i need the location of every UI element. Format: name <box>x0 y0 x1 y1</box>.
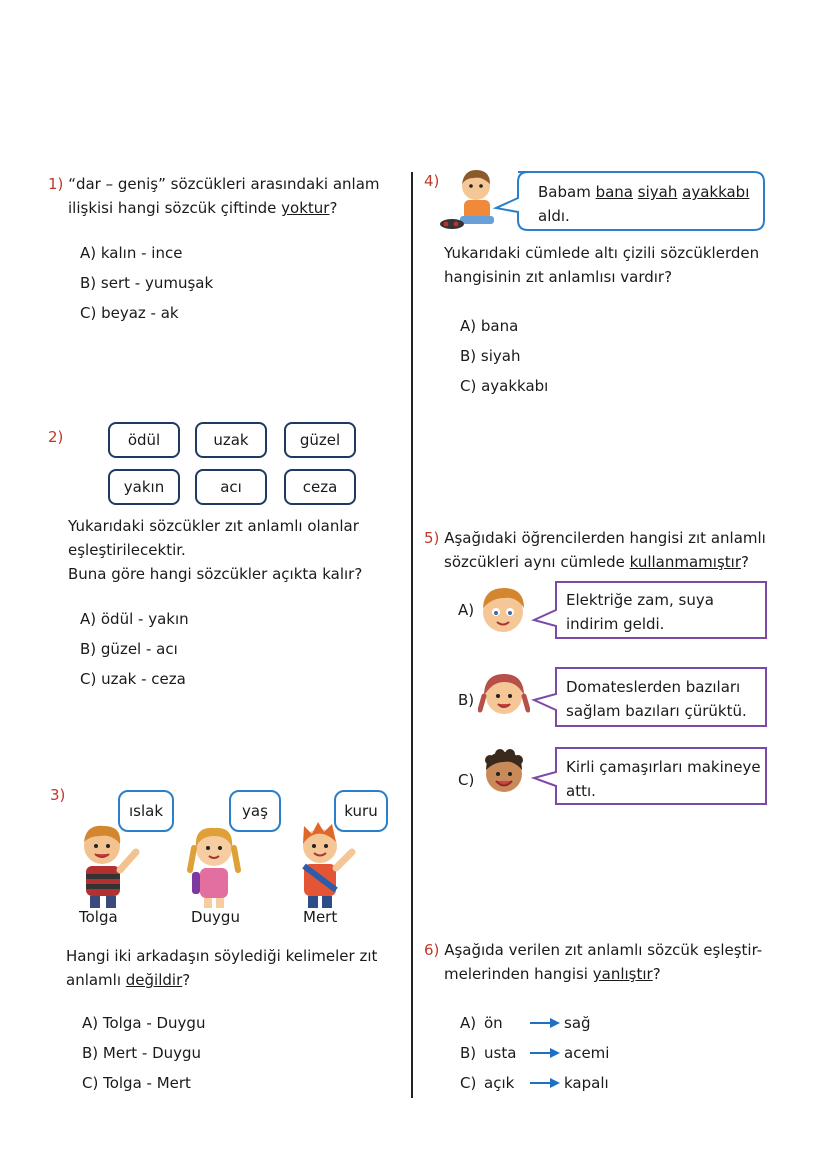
pair-right-word: acemi <box>564 1044 610 1062</box>
speech-text: Elektriğe zam, suya <box>566 591 714 609</box>
curly-boy-face-icon <box>478 746 530 796</box>
boy-mert-icon <box>290 822 362 910</box>
word-box: acı <box>195 469 267 505</box>
speech-text: Kirli çamaşırları makineye <box>566 758 761 776</box>
column-divider <box>411 172 413 1098</box>
pair-left-word: usta <box>484 1044 517 1062</box>
question-number: 3) <box>50 786 66 804</box>
question-number: 2) <box>48 428 64 446</box>
name-label: Mert <box>303 908 338 926</box>
speech-bubble: kuru <box>334 790 388 832</box>
arrow-right-icon <box>530 1017 560 1029</box>
speech-bubble: ıslak <box>118 790 174 832</box>
speech-text: indirim geldi. <box>566 615 665 633</box>
arrow-right-icon <box>530 1077 560 1089</box>
arrow-right-icon <box>530 1047 560 1059</box>
question-5-line-2: sözcükleri aynı cümlede kullanmamıştır? <box>444 553 749 571</box>
question-number: 6) <box>424 941 440 959</box>
question-3-line-2: anlamlı değildir? <box>66 971 191 989</box>
option-a[interactable]: A) Tolga - Duygu <box>82 1014 206 1032</box>
boy-tolga-icon <box>66 822 146 910</box>
question-number: 1) <box>48 175 64 193</box>
pair-right-word: sağ <box>564 1014 591 1032</box>
question-4-line-2: hangisinin zıt anlamlısı vardır? <box>444 268 673 286</box>
pair-left-word: açık <box>484 1074 515 1092</box>
speech-bubble: yaş <box>229 790 281 832</box>
word-box: uzak <box>195 422 267 458</box>
speech-text: Domateslerden bazıları <box>566 678 741 696</box>
option-a[interactable]: A) bana <box>460 317 519 335</box>
word-box: ödül <box>108 422 180 458</box>
pair-right-word: kapalı <box>564 1074 609 1092</box>
question-number: 4) <box>424 172 440 190</box>
question-number: 5) <box>424 529 440 547</box>
question-3-line-1: Hangi iki arkadaşın söylediği kelimeler zıt <box>66 947 378 965</box>
option-b[interactable]: B) <box>460 1044 477 1062</box>
word-box: ceza <box>284 469 356 505</box>
option-b[interactable]: B) <box>458 691 475 709</box>
option-c[interactable]: C) Tolga - Mert <box>82 1074 191 1092</box>
option-a[interactable]: A) ödül - yakın <box>80 610 189 628</box>
option-c[interactable]: C) uzak - ceza <box>80 670 186 688</box>
bubble-sentence-line-2: aldı. <box>538 207 570 225</box>
question-2-text: Yukarıdaki sözcükler zıt anlamlı olanlar <box>68 517 359 535</box>
pair-left-word: ön <box>484 1014 503 1032</box>
option-a[interactable]: A) <box>458 601 475 619</box>
option-a[interactable]: A) kalın - ince <box>80 244 183 262</box>
word-box: güzel <box>284 422 356 458</box>
speech-text: sağlam bazıları çürüktü. <box>566 702 747 720</box>
option-c[interactable]: C) ayakkabı <box>460 377 549 395</box>
girl-duygu-icon <box>184 822 244 910</box>
question-5-line-1: 5) Aşağıdaki öğrencilerden hangisi zıt anlamlı <box>424 529 766 547</box>
question-6-line-1: 6) Aşağıda verilen zıt anlamlı sözcük eşleştir- <box>424 941 763 959</box>
name-label: Tolga <box>79 908 118 926</box>
bubble-sentence: Babam bana siyah ayakkabı <box>538 183 750 201</box>
option-c[interactable]: C) <box>460 1074 477 1092</box>
option-b[interactable]: B) siyah <box>460 347 521 365</box>
speech-text: attı. <box>566 782 596 800</box>
question-1-line-2: ilişkisi hangi sözcük çiftinde yoktur? <box>68 199 338 217</box>
girl-face-icon <box>478 670 530 720</box>
question-6-line-2: melerinden hangisi yanlıştır? <box>444 965 661 983</box>
question-2-text: eşleştirilecektir. <box>68 541 186 559</box>
option-b[interactable]: B) sert - yumuşak <box>80 274 214 292</box>
option-b[interactable]: B) Mert - Duygu <box>82 1044 202 1062</box>
question-4-line-1: Yukarıdaki cümlede altı çizili sözcüklerden <box>444 244 760 262</box>
name-label: Duygu <box>191 908 240 926</box>
option-c[interactable]: C) beyaz - ak <box>80 304 179 322</box>
option-b[interactable]: B) güzel - acı <box>80 640 178 658</box>
option-c[interactable]: C) <box>458 771 475 789</box>
question-1-line-1: 1) “dar – geniş” sözcükleri arasındaki anlam <box>48 175 380 193</box>
question-2-text: Buna göre hangi sözcükler açıkta kalır? <box>68 565 363 583</box>
option-a[interactable]: A) <box>460 1014 477 1032</box>
word-box: yakın <box>108 469 180 505</box>
boy-face-icon <box>478 584 528 638</box>
